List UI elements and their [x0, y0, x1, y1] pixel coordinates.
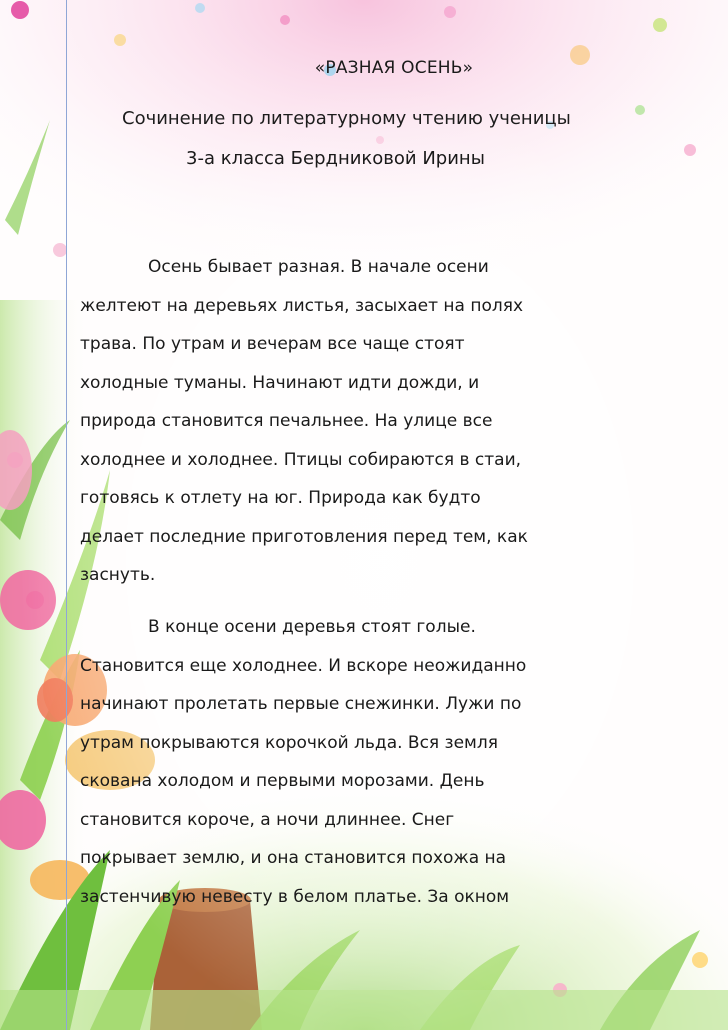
- paragraph-line: скована холодом и первыми морозами. День: [80, 771, 485, 791]
- paragraph-line: Осень бывает разная. В начале осени: [148, 257, 489, 277]
- paragraph-line: природа становится печальнее. На улице все: [80, 411, 493, 431]
- essay-subtitle-line2: 3-а класса Бердниковой Ирины: [186, 148, 485, 169]
- paragraph-2: [80, 608, 650, 916]
- paragraph-line: В конце осени деревья стоят голые.: [148, 617, 476, 637]
- paragraph-line: утрам покрываются корочкой льда. Вся земля: [80, 732, 498, 753]
- paragraph-line: начинают пролетать первые снежинки. Лужи по: [80, 694, 522, 714]
- paragraph-line: желтеют на деревьях листья, засыхает на полях: [80, 295, 524, 316]
- paragraph-line: становится короче, а ночи длиннее. Снег: [80, 809, 455, 830]
- paragraph-line: делает последние приготовления перед тем, как: [80, 526, 528, 547]
- paragraph-line: заснуть.: [80, 565, 156, 585]
- paragraph-line: покрывает землю, и она становится похожа на: [80, 848, 507, 868]
- paragraph-1: [80, 248, 650, 595]
- paragraph-line: холоднее и холоднее. Птицы собираются в стаи,: [80, 449, 522, 470]
- paragraph-line: холодные туманы. Начинают идти дожди, и: [80, 372, 480, 393]
- paragraph-line: застенчивую невесту в белом платье. За окном: [80, 886, 510, 907]
- essay-subtitle-line1: Сочинение по литературному чтению ученицы: [122, 108, 571, 129]
- paragraph-line: Становится еще холоднее. И вскоре неожиданно: [80, 655, 527, 676]
- paragraph-line: трава. По утрам и вечерам все чаще стоят: [80, 334, 465, 354]
- paragraph-line: готовясь к отлету на юг. Природа как будто: [80, 488, 481, 508]
- essay-title: «РАЗНАЯ ОСЕНЬ»: [314, 58, 474, 78]
